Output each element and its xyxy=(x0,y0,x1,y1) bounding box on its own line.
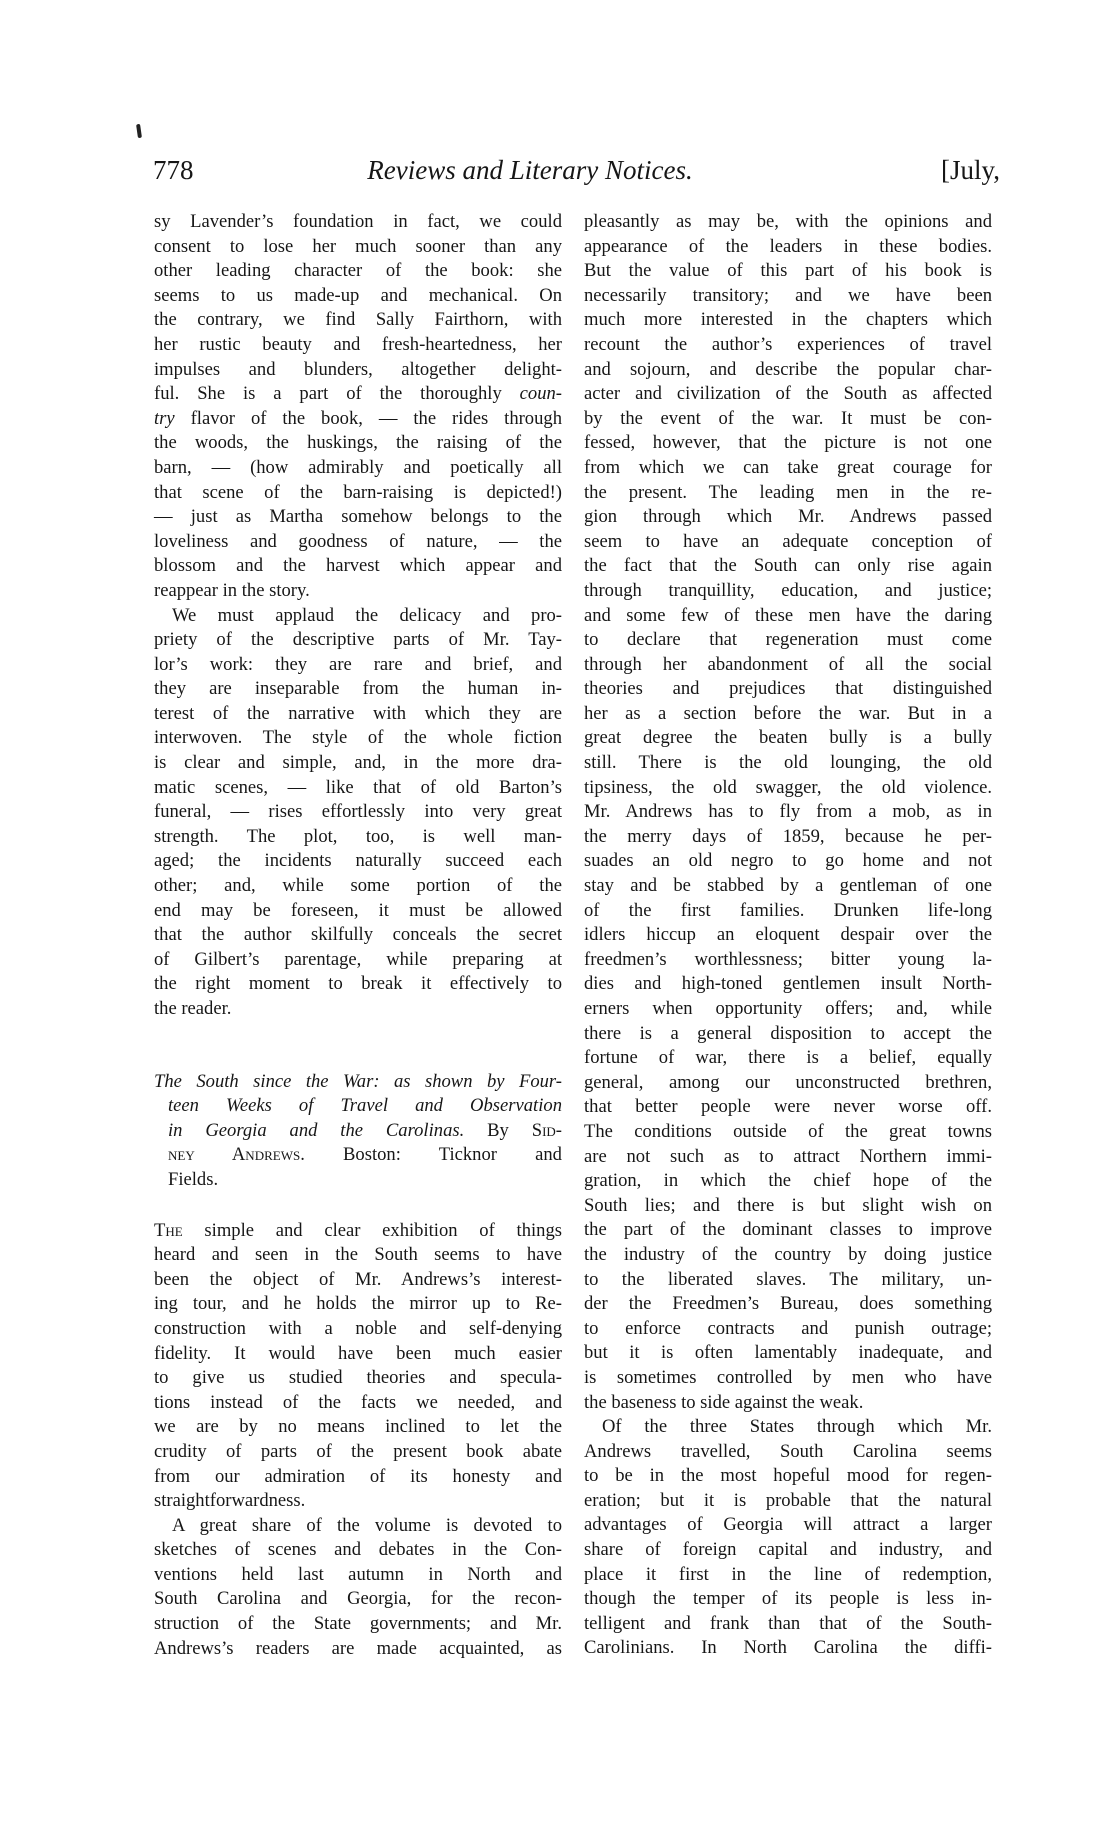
text-line: fessed, however, that the picture is not one xyxy=(584,432,992,454)
text-line: strength. The plot, too, is well man- xyxy=(154,825,562,847)
text-line xyxy=(154,1143,562,1168)
italic-text: The South since the War: as shown by Four- xyxy=(154,1070,562,1092)
text-segment: By xyxy=(464,1119,532,1141)
paragraph xyxy=(584,1415,992,1661)
text-line: seems to us made-up and mechanical. On xyxy=(154,284,562,306)
text-line: fidelity. It would have been much easier xyxy=(154,1342,562,1364)
text-line xyxy=(154,1070,562,1095)
text-line: to give us studied theories and specula- xyxy=(154,1367,562,1389)
text-segment: flavor of the book, — the rides through xyxy=(174,407,562,429)
text-line: Fields. xyxy=(168,1168,219,1190)
text-line: the fact that the South can only rise again xyxy=(584,555,992,577)
paragraph xyxy=(154,604,562,1022)
text-line: and some few of these men have the daring xyxy=(584,604,992,626)
text-line: and sojourn, and describe the popular char- xyxy=(584,358,992,380)
text-line: suades an old negro to go home and not xyxy=(584,850,992,872)
text-line: other; and, while some portion of the xyxy=(154,875,562,897)
running-title: Reviews and Literary Notices. xyxy=(367,155,693,185)
text-line: idlers hiccup an eloquent despair over the xyxy=(584,924,992,946)
text-line: Andrews travelled, South Carolina seems xyxy=(584,1440,992,1462)
page-number: 778 xyxy=(153,155,194,185)
text-line xyxy=(154,1219,562,1244)
text-line: struction of the State governments; and Mr. xyxy=(154,1613,562,1635)
text-line: they are inseparable from the human in- xyxy=(154,678,562,700)
text-line: through tranquillity, education, and justice; xyxy=(584,579,992,601)
text-line: sketches of scenes and debates in the Con- xyxy=(154,1539,562,1561)
text-line: the contrary, we find Sally Fairthorn, with xyxy=(154,309,562,331)
text-line: from which we can take great courage for xyxy=(584,456,992,478)
text-line: the right moment to break it effectively to xyxy=(154,973,562,995)
text-line: Mr. Andrews has to fly from a mob, as in xyxy=(584,801,992,823)
text-line: ventions held last autumn in North and xyxy=(154,1563,562,1585)
italic-text: in Georgia and the Carolinas. xyxy=(168,1119,465,1141)
text-line: erners when opportunity offers; and, while xyxy=(584,998,992,1019)
text-line: barn, — (how admirably and poetically all xyxy=(154,456,562,478)
text-line: tions instead of the facts we needed, and xyxy=(154,1391,562,1413)
text-line: the reader. xyxy=(154,998,232,1019)
text-line: South Carolina and Georgia, for the recon- xyxy=(154,1588,562,1610)
text-line: been the object of Mr. Andrews’s interest- xyxy=(154,1268,562,1290)
text-line: gion through which Mr. Andrews passed xyxy=(584,506,992,528)
text-line: place it first in the line of redemption, xyxy=(584,1563,992,1585)
text-line: matic scenes, — like that of old Barton’s xyxy=(154,776,562,798)
text-line: recount the author’s experiences of travel xyxy=(584,333,992,355)
text-line: dies and high-toned gentlemen insult North- xyxy=(584,973,992,995)
text-line: seem to have an adequate conception of xyxy=(584,530,992,552)
text-line: impulses and blunders, altogether delight- xyxy=(154,358,562,380)
text-line: general, among our unconstructed brethren, xyxy=(584,1071,992,1093)
text-line: her as a section before the war. But in a xyxy=(584,702,992,724)
text-line: to enforce contracts and punish outrage; xyxy=(584,1317,992,1339)
text-line: of Gilbert’s parentage, while preparing at xyxy=(154,948,562,970)
text-line: terest of the narrative with which they are xyxy=(154,702,562,724)
text-line: still. There is the old lounging, the old xyxy=(584,752,992,774)
text-line: tipsiness, the old swagger, the old violence. xyxy=(584,776,992,798)
text-line: appearance of the leaders in these bodies. xyxy=(584,235,992,257)
text-segment: simple and clear exhibition of things xyxy=(182,1219,562,1241)
text-line: advantages of Georgia will attract a larger xyxy=(584,1514,992,1536)
text-line xyxy=(154,1094,562,1119)
text-line xyxy=(154,1119,562,1144)
text-line: telligent and frank than that of the South- xyxy=(584,1612,992,1634)
italic-text: teen Weeks of Travel and Observation xyxy=(168,1095,562,1117)
text-line: fortune of war, there is a belief, equally xyxy=(584,1047,992,1069)
book-citation xyxy=(154,1070,562,1193)
text-line: Andrews’s readers are made acquainted, as xyxy=(154,1637,562,1659)
paragraph xyxy=(154,1219,562,1514)
text-line: A great share of the volume is devoted to xyxy=(172,1514,562,1536)
text-line: lor’s work: they are rare and brief, and xyxy=(154,653,562,675)
paragraph xyxy=(154,210,562,604)
text-line: of the first families. Drunken life-long xyxy=(584,899,992,921)
text-line: that the author skilfully conceals the secret xyxy=(154,924,562,946)
text-line: South lies; and there is but slight wish on xyxy=(584,1194,992,1216)
text-line: other leading character of the book: she xyxy=(154,260,562,282)
text-line: the industry of the country by doing justice xyxy=(584,1243,992,1265)
text-line: der the Freedmen’s Bureau, does something xyxy=(584,1293,992,1315)
text-line: reappear in the story. xyxy=(154,579,310,601)
text-line: construction with a noble and self-denying xyxy=(154,1317,562,1339)
text-line: The conditions outside of the great towns xyxy=(584,1120,992,1142)
text-line: the merry days of 1859, because he per- xyxy=(584,825,992,847)
text-line: through her abandonment of all the social xyxy=(584,653,992,675)
text-line: gration, in which the chief hope of the xyxy=(584,1170,992,1192)
text-line: Of the three States through which Mr. xyxy=(602,1416,992,1438)
italic-text: coun- xyxy=(519,383,562,405)
text-line: priety of the descriptive parts of Mr. Tay- xyxy=(154,629,562,651)
text-line: freedmen’s worthlessness; bitter young la- xyxy=(584,948,992,970)
text-line: that scene of the barn-raising is depicted!) xyxy=(154,481,562,503)
text-line: to be in the most hopeful mood for regen- xyxy=(584,1465,992,1487)
text-line: there is a general disposition to accept the xyxy=(584,1022,992,1044)
text-line: the baseness to side against the weak. xyxy=(584,1391,864,1413)
left-column xyxy=(154,210,562,1661)
text-line: necessarily transitory; and we have been xyxy=(584,284,992,306)
text-line: but it is often lamentably inadequate, and xyxy=(584,1342,992,1364)
text-line: — just as Martha somehow belongs to the xyxy=(154,506,562,528)
text-line: the woods, the huskings, the raising of the xyxy=(154,432,562,454)
text-line: to the liberated slaves. The military, un- xyxy=(584,1268,992,1290)
small-caps-text: ney Andrews. xyxy=(168,1144,305,1166)
small-caps-text: The xyxy=(154,1219,183,1241)
text-line: pleasantly as may be, with the opinions and xyxy=(584,211,992,232)
scan-speck xyxy=(136,124,142,138)
text-line: We must applaud the delicacy and pro- xyxy=(172,604,562,626)
right-column xyxy=(584,210,992,1661)
text-line: much more interested in the chapters which xyxy=(584,309,992,331)
text-line: straightforwardness. xyxy=(154,1490,306,1512)
text-line: her rustic beauty and fresh-heartedness, her xyxy=(154,333,562,355)
text-line: loveliness and goodness of nature, — the xyxy=(154,530,562,552)
italic-text: try xyxy=(154,407,175,429)
text-line: sy Lavender’s foundation in fact, we could xyxy=(154,211,562,232)
text-line: blossom and the harvest which appear and xyxy=(154,555,562,577)
paragraph xyxy=(154,1514,562,1662)
text-line: are not such as to attract Northern immi- xyxy=(584,1145,992,1167)
issue-month: [July, xyxy=(941,155,1000,185)
text-line: funeral, — rises effortlessly into very great xyxy=(154,801,562,823)
text-line: that better people were never worse off. xyxy=(584,1096,992,1118)
text-line: But the value of this part of his book is xyxy=(584,260,992,282)
text-line: we are by no means inclined to let the xyxy=(154,1416,562,1438)
text-line: is sometimes controlled by men who have xyxy=(584,1366,992,1388)
text-line: aged; the incidents naturally succeed each xyxy=(154,850,562,872)
text-segment: Boston: Ticknor and xyxy=(304,1144,562,1166)
text-segment: ful. She is a part of the thoroughly xyxy=(154,383,520,405)
text-line: though the temper of its people is less in- xyxy=(584,1588,992,1610)
text-line: eration; but it is probable that the natural xyxy=(584,1489,992,1511)
text-line xyxy=(154,407,562,432)
text-line: share of foreign capital and industry, and xyxy=(584,1539,992,1561)
text-line: the part of the dominant classes to improve xyxy=(584,1219,992,1241)
text-line: to declare that regeneration must come xyxy=(584,629,992,651)
text-line: from our admiration of its honesty and xyxy=(154,1465,562,1487)
text-line: acter and civilization of the South as affected xyxy=(584,383,992,405)
text-line: crudity of parts of the present book abate xyxy=(154,1440,562,1462)
text-line: theories and prejudices that distinguished xyxy=(584,678,992,700)
text-line: consent to lose her much sooner than any xyxy=(154,235,562,257)
text-line: great degree the beaten bully is a bully xyxy=(584,727,992,749)
text-line: end may be foreseen, it must be allowed xyxy=(154,899,562,921)
small-caps-text: Sid- xyxy=(531,1119,562,1141)
text-line: stay and be stabbed by a gentleman of one xyxy=(584,875,992,897)
text-line: is clear and simple, and, in the more dra- xyxy=(154,752,562,774)
text-line xyxy=(154,382,562,407)
text-line: interwoven. The style of the whole fiction xyxy=(154,727,562,749)
text-line: by the event of the war. It must be con- xyxy=(584,407,992,429)
text-line: Carolinians. In North Carolina the diffi- xyxy=(584,1637,992,1659)
text-line: heard and seen in the South seems to have xyxy=(154,1244,562,1266)
paragraph xyxy=(584,210,992,1415)
text-line: the present. The leading men in the re- xyxy=(584,481,992,503)
text-line: ing tour, and he holds the mirror up to Re- xyxy=(154,1293,562,1315)
